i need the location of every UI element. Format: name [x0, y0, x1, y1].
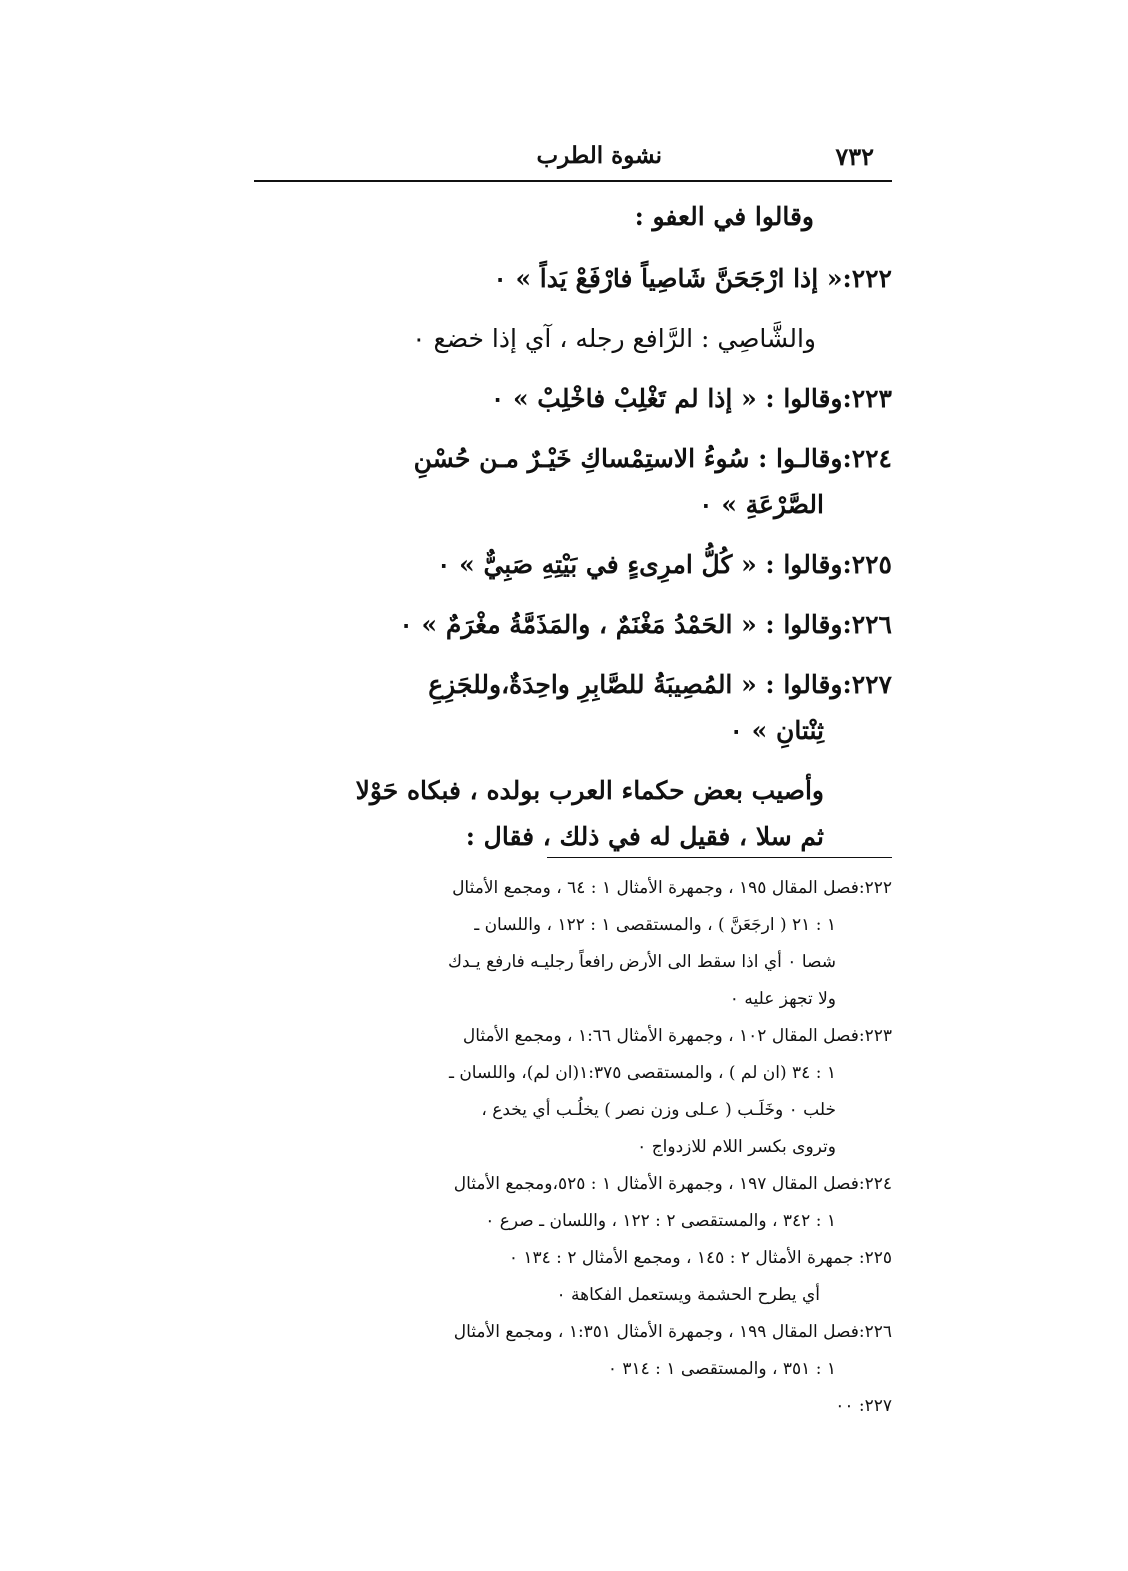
page-header	[254, 140, 892, 182]
footnote-line: ١ : ٣٥١ ، والمستقصى ١ : ٣١٤ ٠	[607, 1359, 836, 1379]
footnote-divider	[547, 857, 892, 858]
intro-line: وقالوا في العفو :	[634, 202, 814, 231]
page-number: ٧٣٢	[835, 142, 874, 171]
footnote-line: ٢٢٤:فصل المقال ١٩٧ ، وجمهرة الأمثال ١ : ٥٢٥،ومجمع الأمثال	[453, 1174, 892, 1194]
proverb-227-line-1: ٢٢٧:وقالوا : « المُصِيبَةُ للصَّابِرِ واحِدَةٌ،وللجَزِعِ	[428, 670, 892, 699]
proverb-226: ٢٢٦:وقالوا : « الحَمْدُ مَغْنَمٌ ، والمَذَمَّةُ مغْرَمٌ » ٠	[399, 610, 892, 639]
footnote-line: أي يطرح الحشمة ويستعمل الفكاهة ٠	[556, 1285, 820, 1305]
footnote-224	[254, 1166, 892, 1240]
footnotes	[254, 870, 892, 1425]
footnote-223	[254, 1018, 892, 1166]
footnote-line: وتروى بكسر اللام للازدواج ٠	[637, 1137, 836, 1157]
footnote-line: ١ : ٢١ ( ارجَعَنَّ ) ، والمستقصى ١ : ١٢٢ ، واللسان ـ	[474, 915, 836, 935]
footnote-line: ١ : ٣٤ (ان لم ) ، والمستقصى ١:٣٧٥(ان لم)، واللسان ـ	[448, 1063, 836, 1083]
closing-line-2: ثم سلا ، فقيل له في ذلك ، فقال :	[465, 822, 824, 851]
proverb-227-line-2: ثِنْتانِ » ٠	[729, 716, 824, 745]
footnote-line: ٢٢٧: ٠٠	[835, 1396, 892, 1416]
closing-paragraph	[254, 768, 892, 860]
proverb-222-explanation: والشَّاصِي : الرَّافع رجله ، آي إذا خضع ٠	[412, 324, 816, 353]
proverb-224-line-2: الصَّرْعَةِ » ٠	[699, 490, 824, 519]
footnote-line: ٢٢٣:فصل المقال ١٠٢ ، وجمهرة الأمثال ١:٦٦ ، ومجمع الأمثال	[462, 1026, 892, 1046]
footnote-222	[254, 870, 892, 1018]
footnote-line: ولا تجهز عليه ٠	[729, 989, 836, 1009]
proverb-223: ٢٢٣:وقالوا : « إذا لم تَغْلِبْ فاخْلِبْ » ٠	[490, 384, 892, 413]
proverb-224-line-1: ٢٢٤:وقالـوا : سُوءُ الاستِمْساكِ خَيْـرٌ مـن حُسْنِ	[413, 444, 892, 473]
footnote-226	[254, 1314, 892, 1388]
footnote-line: ١ : ٣٤٢ ، والمستقصى ٢ : ١٢٢ ، واللسان ـ صرع ٠	[485, 1211, 836, 1231]
footnote-line: ٢٢٥: جمهرة الأمثال ٢ : ١٤٥ ، ومجمع الأمثال ٢ : ١٣٤ ٠	[508, 1248, 892, 1268]
proverb-227	[254, 662, 892, 754]
proverb-225: ٢٢٥:وقالوا : « كُلُّ امرِىءٍ في بَيْتِهِ صَبِيٌّ » ٠	[436, 550, 892, 579]
footnote-line: شصا ٠ أي اذا سقط الى الأرض رافعاً رجليـه فارفع يـدك	[448, 952, 836, 972]
running-title: نشوة الطرب	[536, 142, 662, 169]
proverb-224	[254, 436, 892, 528]
main-text	[254, 194, 892, 860]
footnote-line: ٢٢٦:فصل المقال ١٩٩ ، وجمهرة الأمثال ١:٣٥١ ، ومجمع الأمثال	[453, 1322, 892, 1342]
footnote-line: خلب ٠ وخَلَـب ( عـلى وزن نصر ) يخلُـب أي يخدع ،	[481, 1100, 836, 1120]
footnote-line: ٢٢٢:فصل المقال ١٩٥ ، وجمهرة الأمثال ١ : ٦٤ ، ومجمع الأمثال	[452, 878, 892, 898]
book-page	[254, 140, 892, 1460]
footnote-227	[254, 1388, 892, 1425]
proverb-222: ٢٢٢:« إذا ارْجَحَنَّ شَاصِياً فارْفَعْ يَداً » ٠	[493, 264, 892, 293]
closing-line-1: وأصيب بعض حكماء العرب بولده ، فبكاه حَوْلا	[355, 776, 824, 805]
footnote-225	[254, 1240, 892, 1314]
